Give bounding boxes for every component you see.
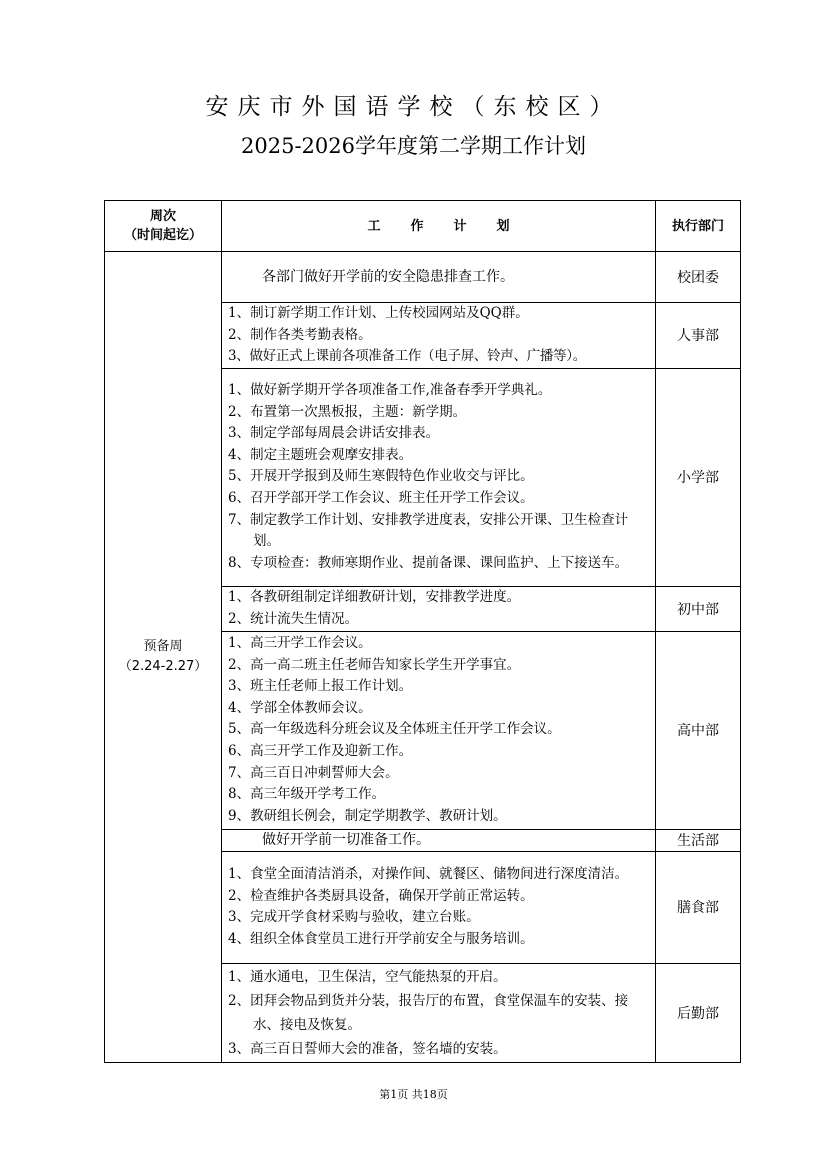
header-dept: 执行部门 (656, 201, 741, 252)
plan-item: 各部门做好开学前的安全隐患排查工作。 (262, 269, 514, 285)
plan-item: 6、高三开学工作及迎新工作。 (228, 743, 413, 760)
plan-item: 4、组织全体食堂员工进行开学前安全与服务培训。 (228, 930, 534, 947)
plan-cell (222, 829, 656, 851)
plan-item: 3、完成开学食材采购与验收，建立台账。 (228, 909, 480, 926)
dept-cell: 小学部 (656, 368, 741, 586)
plan-item: 1、高三开学工作会议。 (228, 635, 372, 652)
plan-item: 1、做好新学期开学各项准备工作,准备春季开学典礼。 (228, 382, 552, 399)
plan-cell (222, 631, 656, 829)
plan-item: 1、食堂全面清洁消杀，对操作间、就餐区、储物间进行深度清洁。 (228, 866, 629, 883)
plan-cell (222, 851, 656, 963)
plan-cell (222, 963, 656, 1062)
plan-item: 1、各教研组制定详细教研计划，安排教学进度。 (228, 589, 521, 606)
header-plan: 工作计划 (222, 201, 656, 252)
plan-item: 9、教研组长例会，制定学期教学、教研计划。 (228, 807, 507, 824)
plan-item: 2、布置第一次黑板报，主题：新学期。 (228, 403, 467, 420)
week-label: 预备周 (143, 638, 183, 654)
plan-item: 2、团拜会物品到货并分装，报告厅的布置，食堂保温车的安装、接水、接电及恢复。 (228, 992, 629, 1033)
plan-item: 1、通水通电，卫生保洁，空气能热泵的开启。 (228, 968, 507, 985)
plan-item: 3、高三百日誓师大会的准备，签名墙的安装。 (228, 1040, 507, 1057)
header-week-sub: （时间起讫） (123, 228, 202, 243)
plan-cell (222, 368, 656, 586)
week-range: （2.24-2.27） (118, 658, 208, 674)
dept-cell: 生活部 (656, 829, 741, 851)
plan-item: 6、召开学部开学工作会议、班主任开学工作会议。 (228, 490, 534, 507)
header-week (105, 201, 222, 252)
plan-item: 4、学部全体教师会议。 (228, 699, 372, 716)
document-subtitle: 2025-2026学年度第二学期工作计划 (241, 134, 586, 158)
table-header-row (105, 201, 741, 252)
dept-cell: 初中部 (656, 586, 741, 631)
plan-item: 2、检查维护各类厨具设备，确保开学前正常运转。 (228, 887, 534, 904)
dept-cell: 人事部 (656, 303, 741, 369)
table-row (105, 252, 741, 303)
plan-item: 3、制定学部每周晨会讲话安排表。 (228, 425, 440, 442)
plan-cell (222, 303, 656, 369)
header-week-label: 周次 (149, 209, 176, 224)
plan-item: 2、统计流失生情况。 (228, 610, 359, 627)
document-title: 安庆市外国语学校（东校区） (205, 94, 622, 120)
plan-item: 7、制定教学工作计划、安排教学进度表，安排公开课、卫生检查计划。 (228, 511, 629, 550)
plan-item: 7、高三百日冲刺誓师大会。 (228, 764, 399, 781)
page-footer: 第1页 共18页 (379, 1088, 448, 1101)
dept-cell: 校团委 (656, 252, 741, 303)
plan-item: 5、高一年级选科分班会议及全体班主任开学工作会议。 (228, 721, 561, 738)
plan-item: 1、制订新学期工作计划、上传校园网站及QQ群。 (228, 305, 529, 321)
dept-cell: 高中部 (656, 631, 741, 829)
plan-item: 2、制作各类考勤表格。 (228, 326, 372, 343)
dept-cell: 后勤部 (656, 963, 741, 1062)
plan-cell (222, 252, 656, 303)
plan-item: 做好开学前一切准备工作。 (262, 832, 430, 849)
plan-item: 3、班主任老师上报工作计划。 (228, 678, 413, 695)
week-cell (105, 252, 222, 1063)
plan-item: 2、高一高二班主任老师告知家长学生开学事宜。 (228, 656, 521, 673)
work-plan-table (104, 200, 741, 1063)
plan-item: 4、制定主题班会观摩安排表。 (228, 446, 413, 463)
plan-item: 3、做好正式上课前各项准备工作（电子屏、铃声、广播等）。 (228, 348, 586, 365)
dept-cell: 膳食部 (656, 851, 741, 963)
plan-item: 8、专项检查：教师寒期作业、提前备课、课间监护、上下接送车。 (228, 554, 629, 571)
plan-cell (222, 586, 656, 631)
plan-item: 8、高三年级开学考工作。 (228, 786, 386, 803)
plan-item: 5、开展开学报到及师生寒假特色作业收交与评比。 (228, 468, 534, 485)
